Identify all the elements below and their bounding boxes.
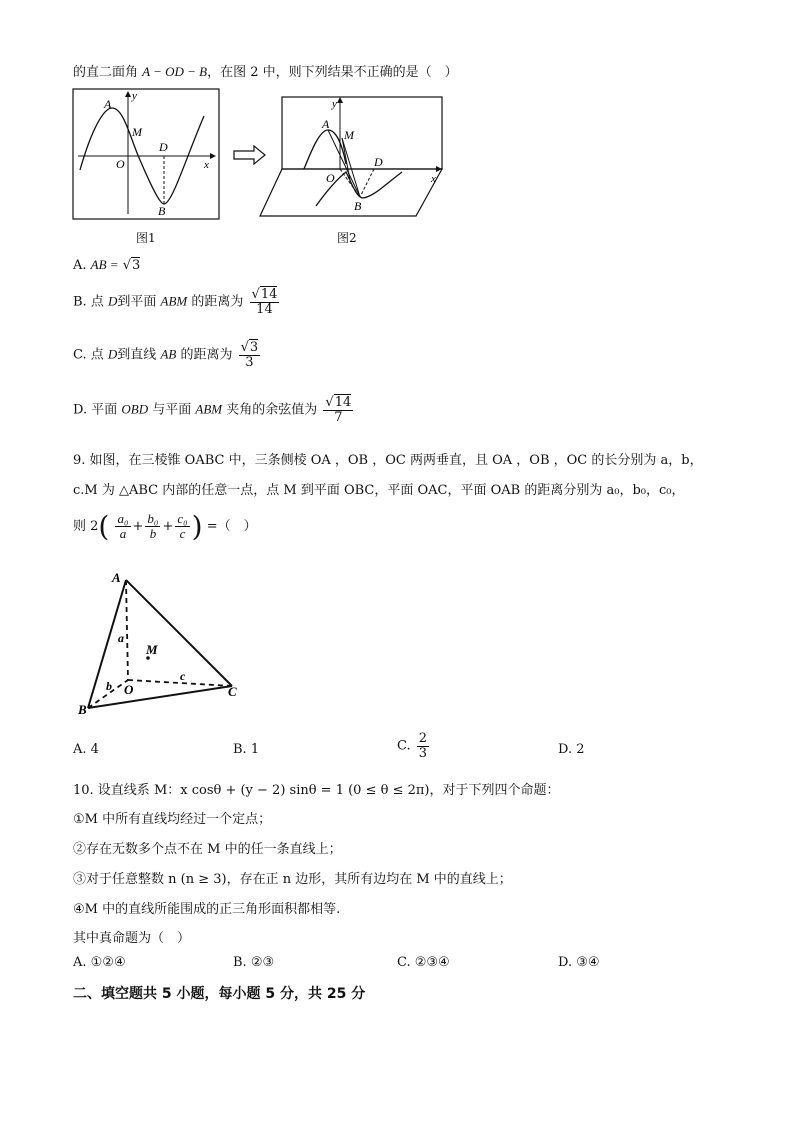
q10-option-a: A. ①②④ <box>73 955 126 970</box>
q10-statement-2: ②存在无数多个点不在 M 中的任一条直线上； <box>73 842 342 857</box>
q10-ask: 其中真命题为（ ） <box>73 931 191 946</box>
q8-option-c-tail: 的距离为 <box>180 347 233 363</box>
fig1-label-D: D <box>159 140 168 154</box>
q9-line-2: c.M 为 △ABC 内部的任意一点，点 M 到平面 OBC，平面 OAC，平面 OAB 的距离分别为 a₀，b₀，c₀， <box>73 483 685 498</box>
q9-line-3-prefix: 则 2 <box>73 519 99 534</box>
q8-option-b-prefix: B. 点 <box>73 294 104 310</box>
fig2-label-O: O <box>326 171 335 185</box>
q8-option-d-plane2: ABM <box>195 401 223 417</box>
q8-angle: A − OD − B <box>142 64 208 79</box>
q8-option-b-plane: ABM <box>160 293 188 309</box>
fig1-label-A: A <box>104 97 112 111</box>
fig1-label-y: y <box>132 90 137 102</box>
q8-option-a-radicand: 3 <box>132 258 141 273</box>
q10-option-c: C. ②③④ <box>397 955 450 970</box>
q8-stem-mid: ，在图 2 中，则下列结果不正确的是（ ） <box>207 65 458 80</box>
fig2-label-A: A <box>322 117 330 131</box>
q8-option-b-mid: 到平面 <box>117 294 157 310</box>
q9-term-a-num: a₀ <box>117 511 129 527</box>
q9-label-M: M <box>146 642 158 657</box>
q8-option-c-mid: 到直线 <box>117 347 157 363</box>
q8-option-c-point: D <box>107 346 118 362</box>
q8-option-d-prefix: D. 平面 <box>73 402 118 418</box>
q8-option-d-num: 14 <box>334 395 352 410</box>
q8-option-d-mid: 与平面 <box>152 402 192 418</box>
q9-label-O: O <box>124 682 134 697</box>
q9-label-c: c <box>180 669 186 683</box>
q10-option-d: D. ③④ <box>558 955 600 970</box>
q9-line-3: 则 2( $\frac{\text{a₀}}{a}$ + $\frac{\text{b₀}}{b}$ + $\frac{\text{c₀}}{c}$ ) =（ ） <box>73 510 257 543</box>
q9-option-d: D. 2 <box>558 742 585 757</box>
q9-option-c-prefix: C. <box>397 738 411 754</box>
fig1-label-x: x <box>204 159 209 171</box>
q8-option-d <box>73 396 355 424</box>
q8-option-a: A. AB = √3 <box>73 257 141 273</box>
q8-option-d-fraction: $\frac{√14}{7}$ <box>325 395 352 425</box>
figure-2 <box>256 94 446 220</box>
q10-statement-4: ④M 中的直线所能围成的正三角形面积都相等. <box>73 902 341 917</box>
q9-term-b-den: b <box>149 526 157 541</box>
q9-term-a <box>115 512 130 540</box>
q9-option-c-den: 3 <box>418 745 428 761</box>
figure-2-caption: 图2 <box>337 231 357 245</box>
q9-term-a-den: a <box>119 526 127 541</box>
q9-term-c <box>175 512 189 540</box>
q8-option-b-fraction: $\frac{√14}{14}$ <box>251 287 278 317</box>
fig2-label-B: B <box>354 199 362 213</box>
q9-term-b <box>145 512 160 540</box>
q8-option-c-den: 3 <box>245 354 254 370</box>
q8-option-b-point: D <box>107 293 118 309</box>
q9-label-a: a <box>118 631 124 645</box>
q9-figure <box>74 568 246 720</box>
q9-label-b: b <box>106 679 112 693</box>
q9-option-a: A. 4 <box>73 742 99 757</box>
q9-label-B: B <box>78 702 87 717</box>
q8-option-a-expr: AB = <box>90 257 119 272</box>
q10-line-1: 10. 设直线系 M：x cosθ + (y − 2) sinθ = 1 (0 ≤ θ ≤ 2π)，对于下列四个命题： <box>73 783 560 798</box>
fig2-label-D: D <box>374 155 383 169</box>
q9-option-c-fraction <box>417 732 429 760</box>
q8-option-b <box>73 288 281 316</box>
figure-1-caption: 图1 <box>136 231 156 245</box>
q9-term-c-den: c <box>179 526 186 541</box>
fig1-label-O: O <box>116 157 125 171</box>
fig2-label-y: y <box>332 98 337 110</box>
fig1-label-B: B <box>158 204 166 218</box>
q9-term-c-num: c₀ <box>177 511 188 527</box>
q8-option-c-fraction: $\frac{√3}{3}$ <box>240 340 259 370</box>
q9-line-1: 9. 如图，在三棱锥 OABC 中，三条侧棱 OA ，OB ，OC 两两垂直，且 OA ，OB ，OC 的长分别为 a，b， <box>73 453 703 468</box>
q9-term-b-num: b₀ <box>147 511 159 527</box>
q9-option-c <box>397 732 431 760</box>
section-heading: 二、填空题共 5 小题，每小题 5 分，共 25 分 <box>73 986 366 1002</box>
q8-option-c <box>73 341 262 369</box>
q10-option-b: B. ②③ <box>233 955 275 970</box>
q8-option-c-line: AB <box>160 346 177 362</box>
q9-option-b: B. 1 <box>233 742 260 757</box>
q8-option-c-prefix: C. 点 <box>73 347 104 363</box>
q8-stem-text: 的直二面角 <box>73 65 139 80</box>
fig1-label-M: M <box>132 125 142 139</box>
q8-option-b-num: 14 <box>260 287 278 302</box>
q8-option-b-tail: 的距离为 <box>191 294 244 310</box>
fig2-label-M: M <box>344 128 354 142</box>
q8-option-d-tail: 夹角的余弦值为 <box>226 402 318 418</box>
fig2-label-x: x <box>431 173 436 185</box>
q9-label-C: C <box>228 684 237 699</box>
q8-option-d-plane1: OBD <box>121 401 149 417</box>
q8-option-a-prefix: A. <box>73 258 87 273</box>
figure-1 <box>72 88 220 220</box>
q10-statement-1: ①M 中所有直线均经过一个定点； <box>73 812 272 827</box>
q9-label-A: A <box>112 570 121 585</box>
q8-option-d-den: 7 <box>334 409 343 425</box>
q9-line-3-tail: =（ ） <box>206 519 257 534</box>
q8-option-b-den: 14 <box>256 301 273 317</box>
q9-option-c-num: 2 <box>418 731 428 746</box>
q8-option-c-num: 3 <box>249 340 259 355</box>
q10-statement-3: ③对于任意整数 n (n ≥ 3)，存在正 n 边形，其所有边均在 M 中的直线上； <box>73 872 512 887</box>
q8-stem <box>73 61 458 80</box>
